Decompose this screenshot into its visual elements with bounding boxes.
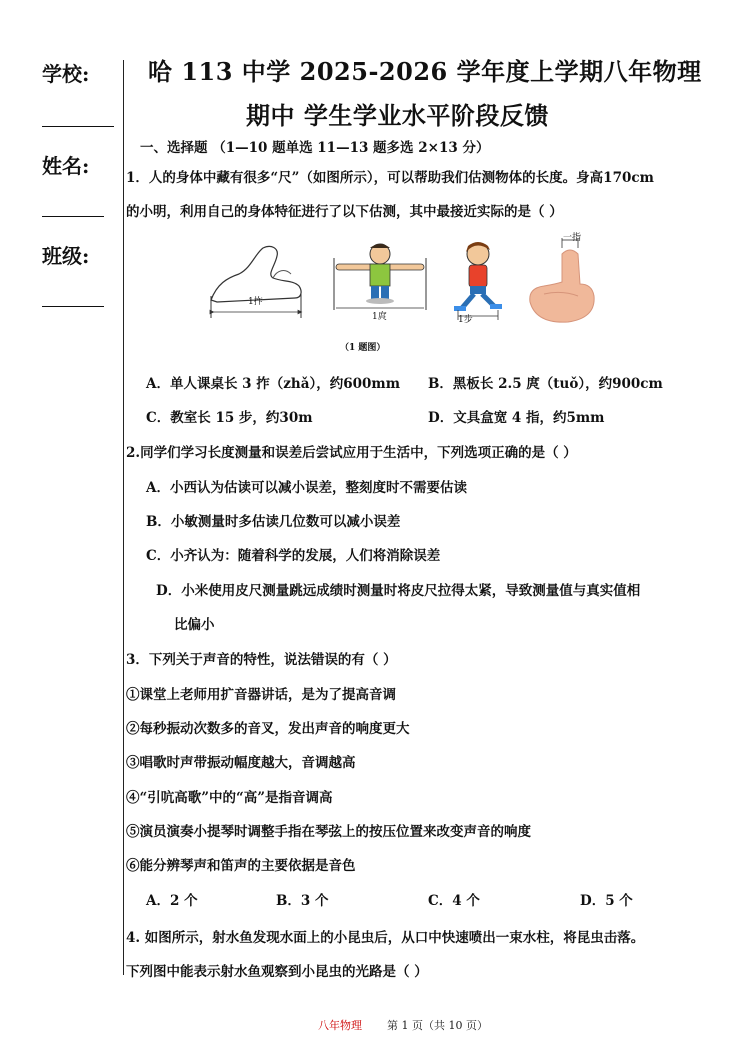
q2-option-b: B．小敏测量时多估读几位数可以减小误差 xyxy=(146,514,401,530)
zhi-label: 一指 xyxy=(563,233,582,243)
bu-label: 1步 xyxy=(458,315,473,325)
name-blank xyxy=(42,216,104,217)
q1-option-c: C．教室长 15 步，约30m xyxy=(146,410,313,426)
title-line1: 哈 113 中学 2025-2026 学年度上学期八年物理 xyxy=(148,57,702,86)
binding-line xyxy=(123,60,124,975)
q1-stem-line2: 的小明，利用自己的身体特征进行了以下估测，其中最接近实际的是（ ） xyxy=(126,204,563,220)
section-heading: 一、选择题 （1—10 题单选 11—13 题多选 2×13 分） xyxy=(140,140,490,156)
q3-statement-5: ⑤演员演奏小提琴时调整手指在琴弦上的按压位置来改变声音的响度 xyxy=(126,824,531,840)
zha-label: 1拃 xyxy=(248,297,263,307)
tuo-label: 1庹 xyxy=(372,312,387,322)
class-blank xyxy=(42,306,104,307)
q3-statement-2: ②每秒振动次数多的音叉，发出声音的响度更大 xyxy=(126,721,410,737)
footer xyxy=(318,1017,488,1033)
title-line2: 期中 学生学业水平阶段反馈 xyxy=(246,101,549,130)
q1-option-a: A．单人课桌长 3 拃（zhǎ），约600mm xyxy=(146,376,400,392)
q2-option-d-line1: D．小米使用皮尺测量跳远成绩时测量时将皮尺拉得太紧，导致测量值与真实值相 xyxy=(156,583,641,599)
q3-option-a: A．2 个 xyxy=(146,893,198,909)
q1-stem-line1: 1．人的身体中藏有很多“尺”（如图所示），可以帮助我们估测物体的长度。身高170cm xyxy=(126,170,654,186)
q3-stem: 3．下列关于声音的特性，说法错误的有（ ） xyxy=(126,652,397,668)
hand-span-figure xyxy=(205,240,310,320)
q3-option-c: C．4 个 xyxy=(428,893,480,909)
footer-page-number: 第 1 页（共 10 页） xyxy=(387,1019,488,1032)
finger-width-figure xyxy=(522,232,597,324)
school-label: 学校: xyxy=(42,62,90,86)
q3-statement-3: ③唱歌时声带振动幅度越大，音调越高 xyxy=(126,755,356,771)
q3-statement-1: ①课堂上老师用扩音器讲话，是为了提高音调 xyxy=(126,687,396,703)
q2-option-d-line2: 比偏小 xyxy=(174,617,215,633)
q1-option-d: D．文具盒宽 4 指，约5mm xyxy=(428,410,605,426)
q4-stem-line2: 下列图中能表示射水鱼观察到小昆虫的光路是（ ） xyxy=(126,964,428,980)
class-label: 班级: xyxy=(42,244,90,268)
q3-statement-4: ④“引吭高歌”中的“高”是指音调高 xyxy=(126,790,333,806)
q1-figure-caption: （1 题图） xyxy=(340,343,386,353)
q2-option-c: C．小齐认为：随着科学的发展，人们将消除误差 xyxy=(146,548,441,564)
q3-option-b: B．3 个 xyxy=(276,893,329,909)
q1-option-b: B．黑板长 2.5 庹（tuǒ），约900cm xyxy=(428,376,663,392)
q4-stem-line1: 4. 如图所示，射水鱼发现水面上的小昆虫后，从口中快速喷出一束水柱，将昆虫击落。 xyxy=(126,930,645,946)
q3-statement-6: ⑥能分辨琴声和笛声的主要依据是音色 xyxy=(126,858,356,874)
q3-option-d: D．5 个 xyxy=(580,893,633,909)
q2-option-a: A．小西认为估读可以减小误差，整刻度时不需要估读 xyxy=(146,480,467,496)
name-label: 姓名: xyxy=(42,154,90,178)
arm-span-figure xyxy=(330,240,430,320)
school-blank xyxy=(42,126,114,127)
footer-subject: 八年物理 xyxy=(318,1019,362,1032)
q2-stem: 2.同学们学习长度测量和误差后尝试应用于生活中，下列选项正确的是（ ） xyxy=(126,445,577,461)
